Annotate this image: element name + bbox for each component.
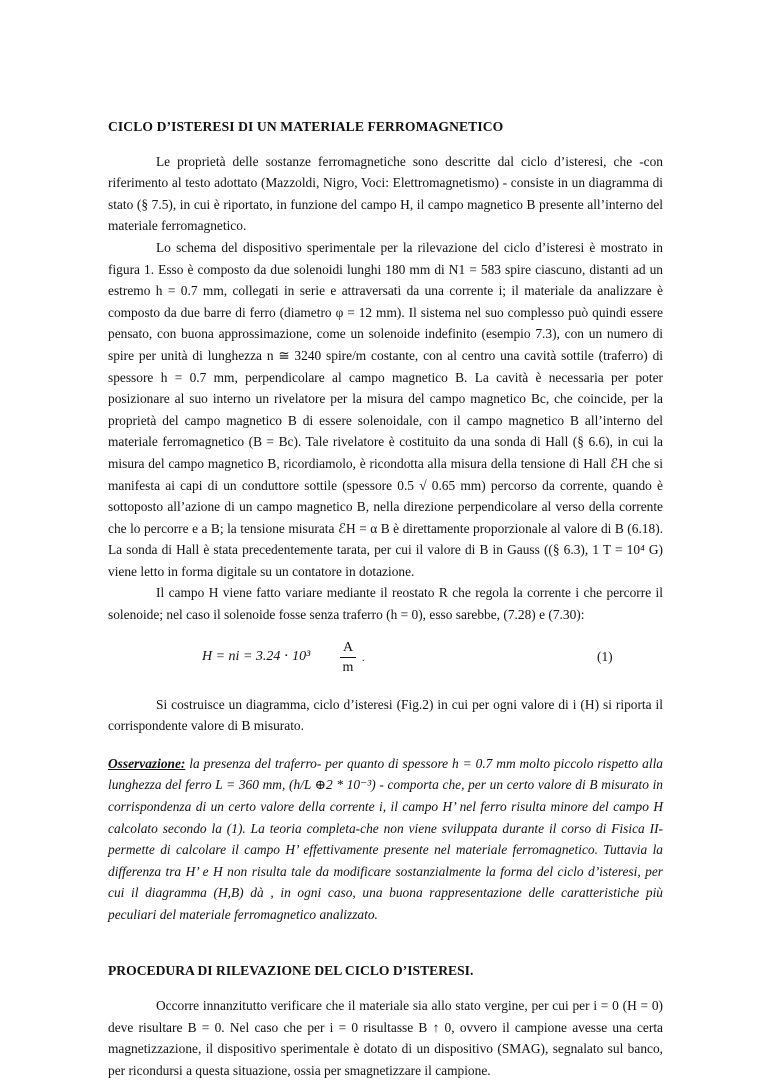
equation-expression: H = ni = 3.24 ⋅ 10³ <box>202 648 311 664</box>
paragraph-field-h: Il campo H viene fatto variare mediante il reostato R che regola la corrente i che percorre il solenoide; nel caso il solenoide fosse senza traferro (h = 0), esso sarebbe, (7.28) e (7.30): <box>108 585 663 623</box>
unit-denominator: m <box>342 659 354 675</box>
paragraph-diagram: Si costruisce un diagramma, ciclo d’isteresi (Fig.2) in cui per ogni valore di i (H) si riporta il corrispondente valore di B misurato. <box>108 696 663 734</box>
equation-number: (1) <box>597 648 613 664</box>
equation-unit <box>340 638 356 677</box>
equation-dot: . <box>362 652 365 664</box>
observation-block <box>108 753 663 926</box>
document-title: CICLO D’ISTERESI DI UN MATERIALE FERROMAGNETICO <box>108 119 504 134</box>
equation-1 <box>108 630 663 694</box>
paragraph-procedure: Occorre innanzitutto verificare che il materiale sia allo stato vergine, per cui per i = 0 (H = 0) deve risultare B = 0. Nel caso che per i = 0 risultasse B ↑ 0, ovvero il campione avesse una certa magnetizzazione, il dispositivo sperimentale è dotato di un dispositivo (SMAG), segnalato sul banco, per ricondursi a questa situazione, ossia per smagnetizzare il campione. <box>108 998 663 1078</box>
unit-numerator: A <box>340 638 356 658</box>
observation-lead: Osservazione: <box>108 755 186 771</box>
paragraph-apparatus: Lo schema del dispositivo sperimentale per la rilevazione del ciclo d’isteresi è mostrato in figura 1. Esso è composto da due solenoidi lunghi 180 mm di N1 = 583 spire ciascuno, distanti ad un estremo h = 0.7 mm, collegati in serie e attraversati da una corrente i; il materiale da analizzare è composto da due barre di ferro (diametro φ = 12 mm). Il sistema nel suo complesso può quindi essere pensato, con buona approssimazione, come un solenoide indefinito (esempio 7.3), con un numero di spire per unità di lunghezza n ≅ 3240 spire/m costante, con al centro una cavità sottile (traferro) di spessore h = 0.7 mm, perpendicolare al campo magnetico B. La cavità è necessaria per poter posizionare al suo interno un rivelatore per la misura del campo magnetico Bc, che coincide, per la proprietà del campo magnetico B di essere solenoidale, con il campo magnetico B all’interno del materiale ferromagnetico (B = Bc). Tale rivelatore è costituito da una sonda di Hall (§ 6.6), in cui la misura del campo magnetico B, ricordiamolo, è ricondotta alla misura della tensione di Hall ℰH che si manifesta ai capi di un conduttore sottile (spessore 0.5 √ 0.65 mm) percorso da corrente, quando è sottoposto all’azione di un campo magnetico B, nella direzione perpendicolare al verso della corrente che lo percorre e a B; la tensione misurata ℰH = α B è direttamente proporzionale al valore di B (6.18). La sonda di Hall è stata precedentemente tarata, per cui il valore di B in Gauss ((§ 6.3), 1 T = 10⁴ G) viene letto in forma digitale su un contatore in dotazione. <box>108 239 663 579</box>
document-body <box>108 116 663 1082</box>
observation-text: la presenza del traferro- per quanto di spessore h = 0.7 mm molto piccolo rispetto alla lunghezza del ferro L = 360 mm, (h/L ⊕2 * 10⁻³) - comporta che, per un certo valore di B misurato in corrispondenza di un certo valore della corrente i, il campo H’ nel ferro risulta minore del campo H calcolato secondo la (1). La teoria completa-che non viene sviluppata durante il corso di Fisica II- permette di calcolare il campo H’ effettivamente presente nel materiale ferromagnetico. Tuttavia la differenza tra H’ e H non risulta tale da modificare sostanzialmente la forma del ciclo d’isteresi, per cui il diagramma (H,B) dà , in ogni caso, una buona rappresentazione delle caratteristiche più peculiari del materiale ferromagnetico analizzato. <box>108 755 663 922</box>
paragraph-intro: Le proprietà delle sostanze ferromagnetiche sono descritte dal ciclo d’isteresi, che -con riferimento al testo adottato (Mazzoldi, Nigro, Voci: Elettromagnetismo) - consiste in un diagramma di stato (§ 7.5), in cui è riportato, in funzione del campo H, il campo magnetico B presente all’interno del materiale ferromagnetico. <box>108 153 663 234</box>
section-title: PROCEDURA DI RILEVAZIONE DEL CICLO D’ISTERESI. <box>108 962 474 978</box>
